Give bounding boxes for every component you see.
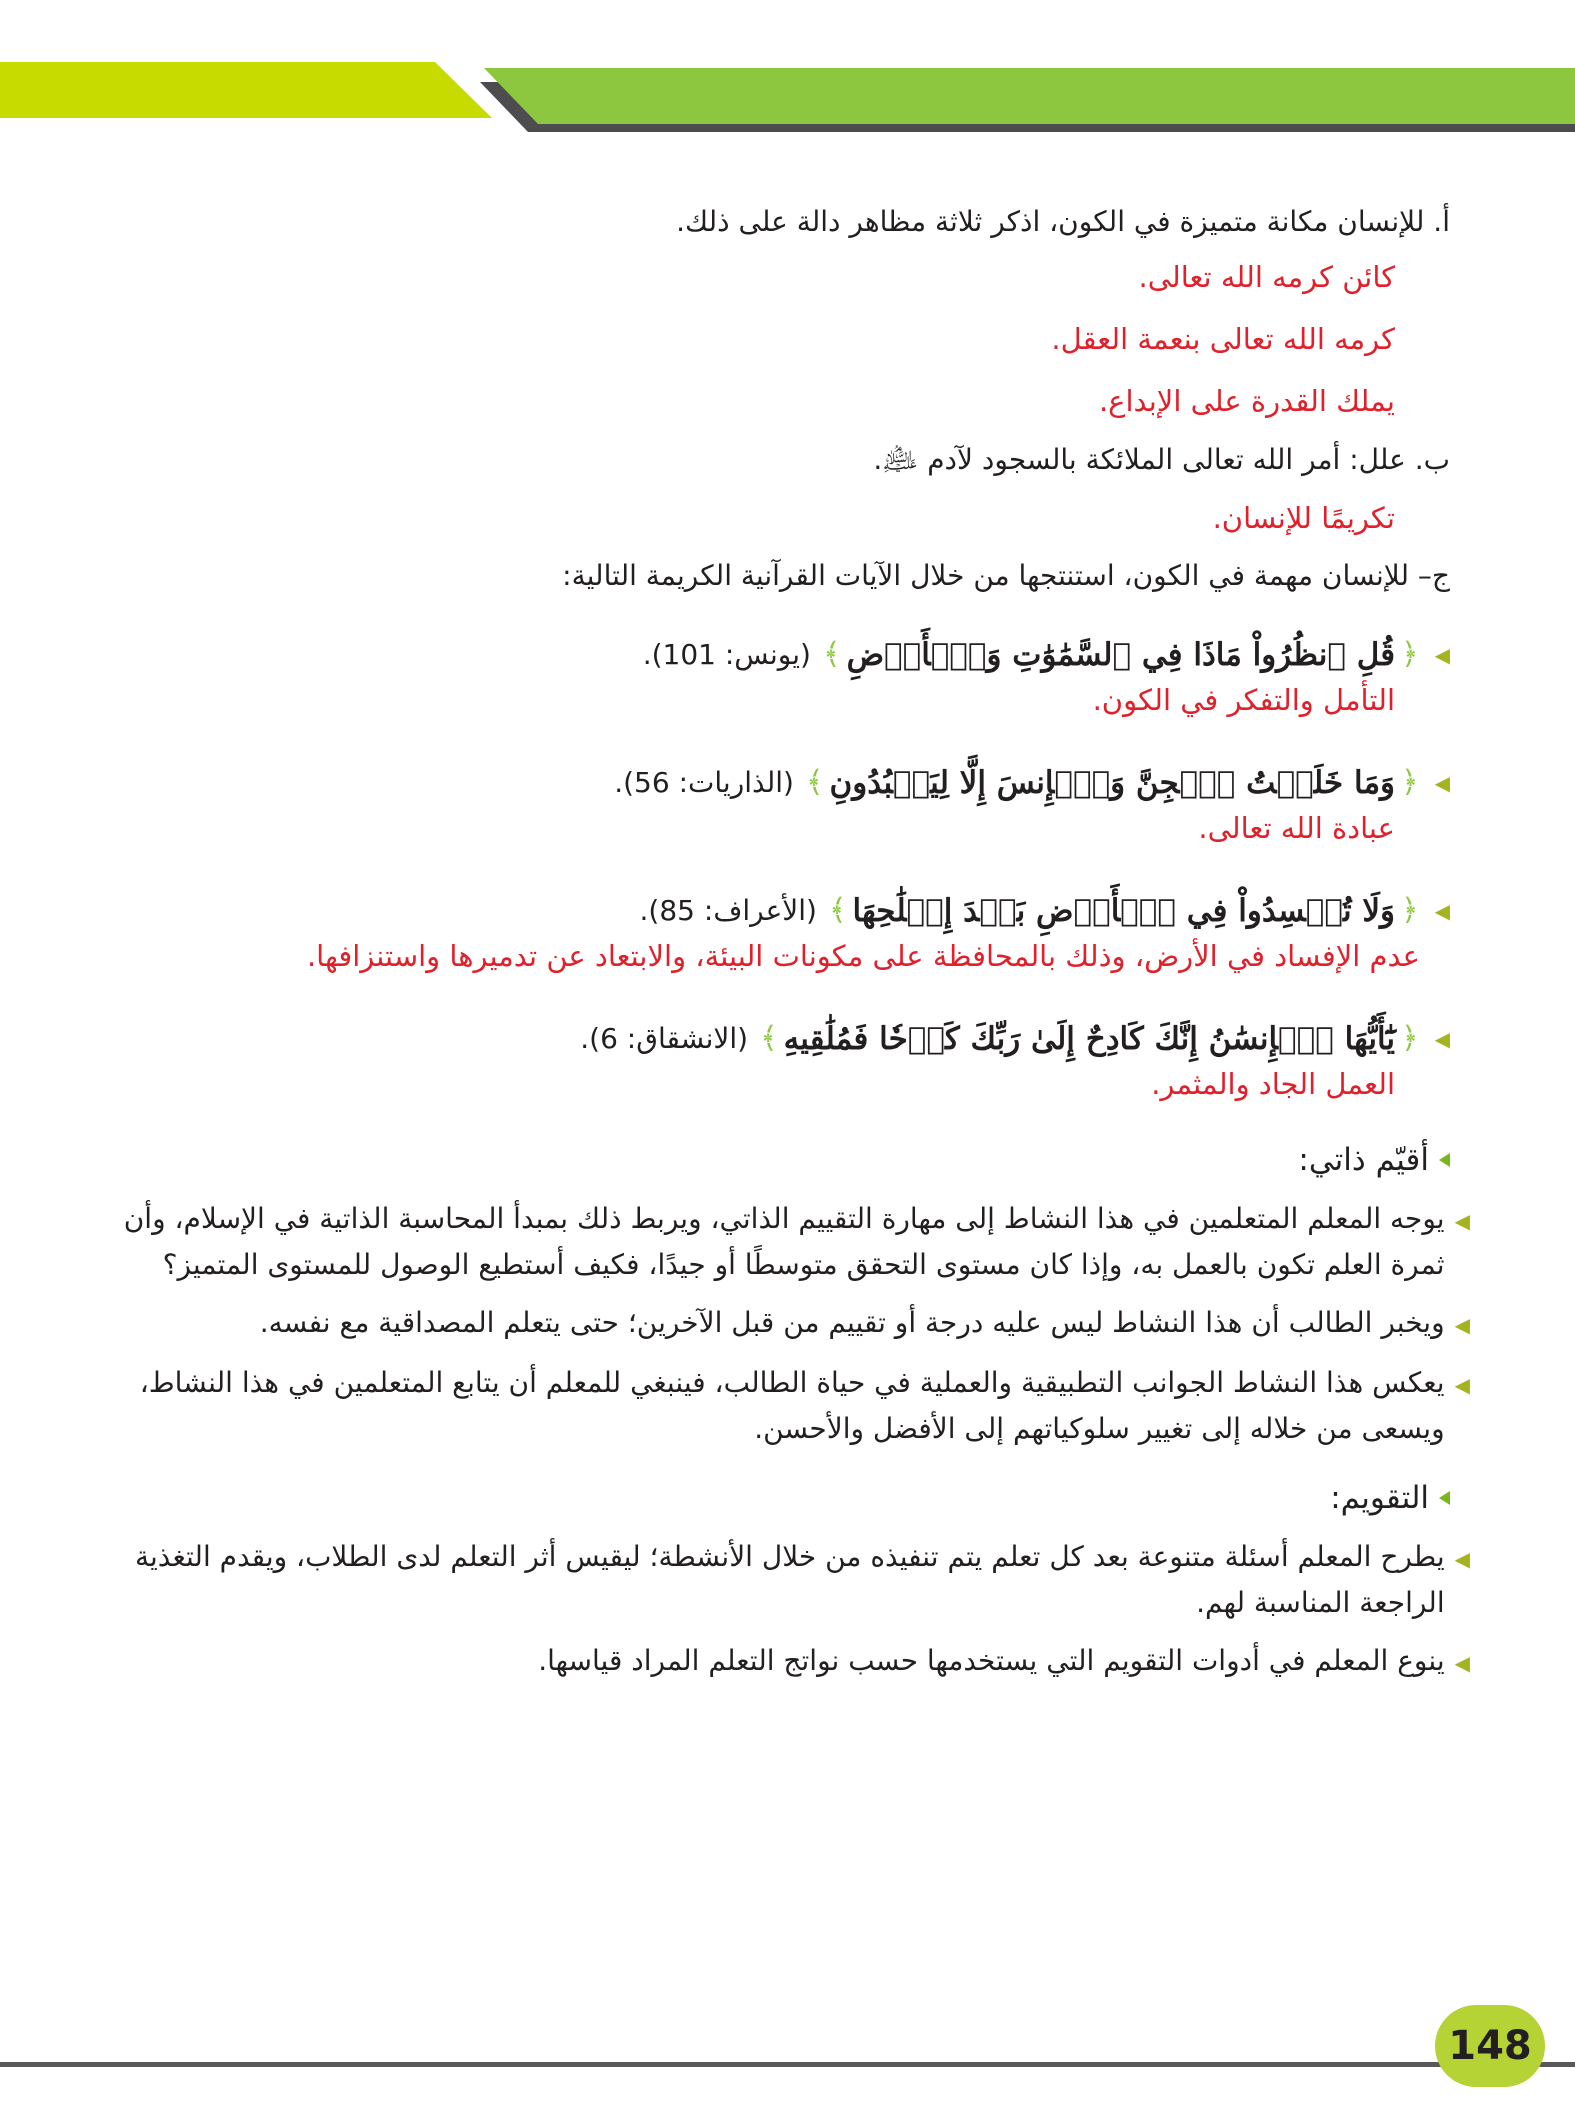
self-assessment-heading (70, 1136, 1450, 1184)
question-a-answers (70, 246, 1450, 432)
answer-a-3: يملك القدرة على الإبداع. (1098, 384, 1395, 418)
question-b: ب. علل: أمر الله تعالى الملائكة بالسجود لآدم ﵇. (873, 443, 1450, 476)
list-item (70, 1534, 1470, 1626)
list-item (70, 1300, 1470, 1348)
verse-ref-1: (يونس: 101). (642, 638, 811, 671)
bullet-icon: ◀ (1434, 643, 1450, 667)
footer-divider (0, 2062, 1575, 2067)
verse-open-bracket: ﴿ (1401, 893, 1419, 928)
verse-block-1 (70, 632, 1450, 722)
list-item (70, 1196, 1470, 1288)
verse-close-bracket: ﴾ (805, 765, 824, 800)
self-assessment-title: أقيّم ذاتي: (1298, 1142, 1429, 1178)
verse-answer-4: العمل الجاد والمثمر. (1151, 1067, 1395, 1101)
verse-answer-1: التأمل والتفكر في الكون. (1092, 683, 1395, 717)
self-assessment-item-3: يعكس هذا النشاط الجوانب التطبيقية والعملية في حياة الطالب، فينبغي للمعلم أن يتابع المتعلمين في هذا النشاط، ويسعى من خلاله إلى تغيير سلوكياتهم إلى الأفضل والأحسن. (139, 1366, 1445, 1445)
section-arrow-icon (1439, 1491, 1450, 1505)
evaluation-title: التقويم: (1330, 1480, 1429, 1516)
bullet-icon: ◀ (1454, 1547, 1470, 1571)
self-assessment-list (70, 1196, 1470, 1452)
answer-a-1: كائن كرمه الله تعالى. (1138, 260, 1395, 294)
verse-text-1: قُلِ ٱنظُرُواْ مَاذَا فِي ٱلسَّمَٰوَٰتِ وَٱلۡأَرۡضِ (846, 637, 1396, 673)
question-c: ج– للإنسان مهمة في الكون، استنتجها من خلال الآيات القرآنية الكريمة التالية: (562, 559, 1450, 592)
self-assessment-item-1: يوجه المعلم المتعلمين في هذا النشاط إلى مهارة التقييم الذاتي، ويربط ذلك بمبدأ المحاسبة الذاتية في الإسلام، وأن ثمرة العلم تكون بالعمل به، وإذا كان مستوى التحقق متوسطًا أو جيدًا، فكيف أستطيع الوصول للمستوى المتميز؟ (123, 1202, 1445, 1281)
verse-block-4 (70, 1016, 1450, 1106)
verse-row-4 (70, 1016, 1450, 1062)
bullet-icon: ◀ (1454, 1209, 1470, 1233)
self-assessment-item-2: ويخبر الطالب أن هذا النشاط ليس عليه درجة أو تقييم من قبل الآخرين؛ حتى يتعلم المصداقية مع نفسه. (259, 1306, 1445, 1339)
verse-ref-2: (الذاريات: 56). (614, 766, 794, 799)
page-content (70, 200, 1470, 1686)
verse-row-3 (70, 888, 1450, 934)
bullet-icon: ◀ (1434, 1027, 1450, 1051)
verse-text-3: وَلَا تُفۡسِدُواْ فِي ٱلۡأَرۡضِ بَعۡدَ إِصۡلَٰحِهَا (852, 893, 1396, 929)
verse-close-bracket: ﴾ (822, 637, 841, 672)
question-a: أ. للإنسان مكانة متميزة في الكون، اذكر ثلاثة مظاهر دالة على ذلك. (676, 205, 1450, 238)
bullet-icon: ◀ (1454, 1373, 1470, 1397)
answer-a-2: كرمه الله تعالى بنعمة العقل. (1051, 322, 1395, 356)
bullet-icon: ◀ (1454, 1313, 1470, 1337)
list-item (70, 1360, 1470, 1452)
verse-ref-4: (الانشقاق: 6). (580, 1022, 749, 1055)
banner-lime-bar (0, 62, 492, 118)
verse-block-2 (70, 760, 1450, 850)
verse-text-4: يَٰٓأَيُّهَا ٱلۡإِنسَٰنُ إِنَّكَ كَادِحٌ إِلَىٰ رَبِّكَ كَدۡحٗا فَمُلَٰقِيهِ (783, 1021, 1396, 1057)
answer-b: تكريمًا للإنسان. (1212, 501, 1395, 535)
verse-row-1 (70, 632, 1450, 678)
verse-close-bracket: ﴾ (760, 1021, 778, 1056)
verse-text-2: وَمَا خَلَقۡتُ ٱلۡجِنَّ وَٱلۡإِنسَ إِلَّا لِيَعۡبُدُونِ (829, 765, 1396, 801)
verse-answer-3: عدم الإفساد في الأرض، وذلك بالمحافظة على مكونات البيئة، والابتعاد عن تدميرها واستنزافها. (306, 939, 1420, 973)
bullet-icon: ◀ (1434, 771, 1450, 795)
bullet-icon: ◀ (1434, 899, 1450, 923)
page-number: 148 (1435, 2005, 1545, 2087)
evaluation-heading (70, 1474, 1450, 1522)
evaluation-item-2: ينوع المعلم في أدوات التقويم التي يستخدمها حسب نواتج التعلم المراد قياسها. (538, 1644, 1445, 1677)
verse-open-bracket: ﴿ (1401, 765, 1419, 800)
banner-green-bar (484, 68, 1575, 124)
verse-open-bracket: ﴿ (1401, 1021, 1419, 1056)
header-banner (0, 0, 1575, 140)
verse-row-2 (70, 760, 1450, 806)
list-item (70, 1638, 1470, 1686)
verse-close-bracket: ﴾ (828, 893, 847, 928)
evaluation-item-1: يطرح المعلم أسئلة متنوعة بعد كل تعلم يتم تنفيذه من خلال الأنشطة؛ ليقيس أثر التعلم لدى الطلاب، ويقدم التغذية الراجعة المناسبة لهم. (134, 1540, 1445, 1619)
verse-answer-2: عبادة الله تعالى. (1198, 811, 1395, 845)
section-arrow-icon (1439, 1153, 1450, 1167)
bullet-icon: ◀ (1454, 1651, 1470, 1675)
verse-open-bracket: ﴿ (1401, 637, 1419, 672)
verse-block-3 (70, 888, 1450, 978)
evaluation-list (70, 1534, 1470, 1686)
verse-ref-3: (الأعراف: 85). (639, 894, 817, 927)
